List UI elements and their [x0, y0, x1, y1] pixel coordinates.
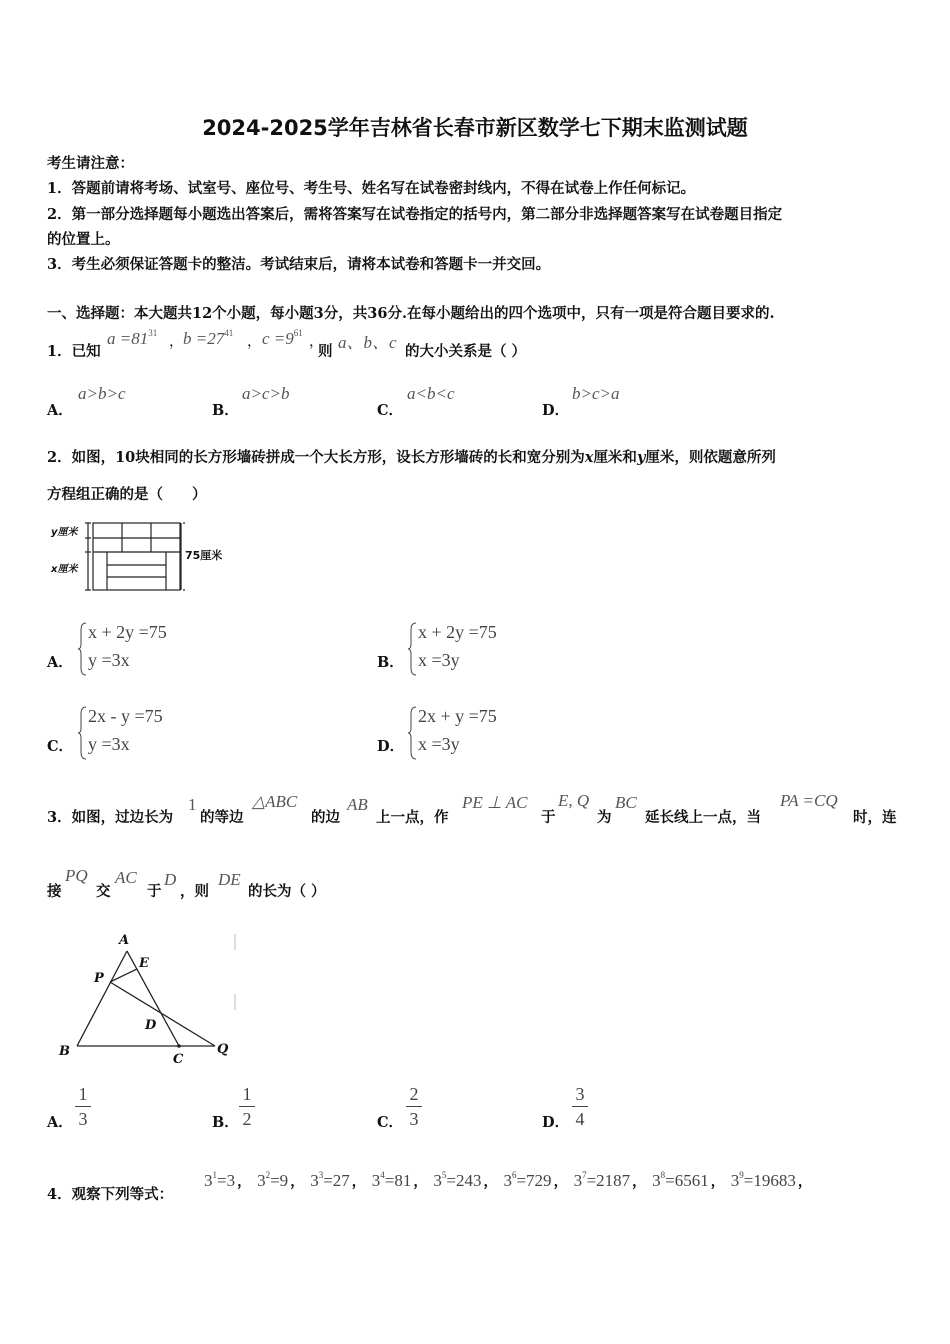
q4-power-item: $3^4=81$ — [371, 1170, 412, 1190]
label-x-cm: x厘米 — [51, 564, 78, 575]
label-c: C — [173, 1052, 184, 1067]
q3-text: 延长线上一点，当 — [645, 809, 761, 826]
q3-option-a[interactable]: 1 3 — [73, 1084, 93, 1129]
q3-text: 3．如图，过边长为 — [47, 809, 174, 826]
q4-separator: ， — [553, 1174, 568, 1190]
q4-separator: ， — [797, 1174, 812, 1190]
q3-text: 上一点，作 — [376, 809, 449, 826]
q1-option-c[interactable]: a<b<c — [407, 384, 455, 403]
q2-d-eq1: 2x + y =75 — [418, 706, 497, 726]
notice-heading: 考生请注意： — [47, 155, 134, 172]
q2-option-d-label[interactable]: D． — [377, 738, 405, 755]
q2-b-eq2: x =3y — [418, 650, 460, 670]
q3-text: 的等边 — [200, 809, 244, 826]
q1-vars: a、b、c — [338, 333, 397, 352]
q3-perp: PE ⊥ AC — [462, 793, 528, 812]
q3-d: D — [164, 870, 177, 889]
q3-text: 的长为（ ） — [248, 883, 326, 900]
label-a: A — [119, 933, 130, 948]
q3-ab: AB — [347, 795, 368, 814]
notice-item: 3．考生必须保证答题卡的整洁。考试结束后，请将本试卷和答题卡一并交回。 — [47, 256, 551, 273]
q3-condition: PA =CQ — [780, 791, 838, 810]
q4-power-item: $3^9=19683$ — [730, 1170, 796, 1190]
q1-prefix: 1．已知 — [47, 343, 101, 360]
q1-then: 则 — [318, 343, 333, 360]
q2-option-d[interactable] — [408, 706, 528, 762]
notice-item: 1．答题前请将考场、试室号、座位号、考生号、姓名写在试卷密封线内，不得在试卷上作任何标记。 — [47, 180, 696, 197]
q1-option-b[interactable]: a>c>b — [242, 384, 290, 403]
notice-item: 的位置上。 — [47, 231, 120, 248]
notice-item: 2．第一部分选择题每小题选出答案后，需将答案写在试卷指定的括号内，第二部分非选择题答案写在试卷题目指定 — [47, 206, 783, 223]
q3-bc: BC — [615, 793, 637, 812]
q4-power-item: $3^3=27$ — [310, 1170, 350, 1190]
q4-separator: ， — [710, 1174, 725, 1190]
q3-option-b-label[interactable]: B． — [212, 1114, 239, 1131]
q3-text: 为 — [597, 809, 612, 826]
label-p: P — [94, 971, 104, 986]
q2-option-c-label[interactable]: C． — [47, 738, 74, 755]
q1-option-d-label[interactable]: D． — [542, 402, 570, 419]
q2-c-eq2: y =3x — [88, 734, 130, 754]
triangle-figure — [55, 928, 240, 1068]
q3-pq: PQ — [65, 866, 88, 885]
q3-option-c[interactable]: 2 3 — [404, 1084, 424, 1129]
q1-comma: ， — [247, 334, 262, 350]
q4-separator: ， — [351, 1174, 366, 1190]
section-heading: 一、选择题：本大题共12个小题，每小题3分，共36分.在每小题给出的四个选项中，只有一项是符合题目要求的. — [47, 305, 775, 322]
q1-a-expr: $a =81^{31}$ — [107, 328, 158, 348]
q3-text: ，则 — [180, 883, 209, 900]
label-75-cm: 75厘米 — [185, 549, 223, 562]
q3-option-d[interactable]: 3 4 — [570, 1084, 590, 1129]
q4-prefix: 4．观察下列等式： — [47, 1186, 174, 1203]
q2-a-eq2: y =3x — [88, 650, 130, 670]
q2-line1: 2．如图，10块相同的长方形墙砖拼成一个大长方形，设长方形墙砖的长和宽分别为x厘米和y厘米，则依题意所列 — [47, 449, 776, 466]
q3-ac: AC — [115, 868, 137, 887]
q3-de: DE — [218, 870, 241, 889]
page-title: 2024-2025学年吉林省长春市新区数学七下期末监测试题 — [202, 116, 748, 140]
q2-a-eq1: x + 2y =75 — [88, 622, 167, 642]
q2-line2: 方程组正确的是（ ） — [47, 486, 207, 503]
q3-option-b[interactable]: 1 2 — [237, 1084, 257, 1129]
q2-c-eq1: 2x - y =75 — [88, 706, 163, 726]
q2-option-a[interactable] — [78, 622, 198, 678]
q1-comma: ， — [309, 334, 324, 350]
q3-text: 时，连 — [853, 809, 897, 826]
q1-suffix: 的大小关系是（ ） — [405, 343, 527, 360]
q3-text: 的边 — [311, 809, 340, 826]
q4-separator: ， — [237, 1174, 252, 1190]
q2-option-b-label[interactable]: B． — [377, 654, 404, 671]
q3-option-d-label[interactable]: D． — [542, 1114, 570, 1131]
q1-option-a-label[interactable]: A． — [47, 402, 73, 419]
q1-c-expr: $c =9^{61}$ — [262, 328, 303, 348]
label-d: D — [145, 1018, 157, 1033]
q4-separator: ， — [413, 1174, 428, 1190]
q1-option-c-label[interactable]: C． — [377, 402, 404, 419]
q3-eq: E, Q — [558, 791, 590, 810]
label-e: E — [139, 956, 149, 971]
q2-option-c[interactable] — [78, 706, 198, 762]
q4-separator: ， — [632, 1174, 647, 1190]
label-y-cm: y厘米 — [51, 527, 78, 538]
label-b: B — [59, 1044, 70, 1059]
q2-d-eq2: x =3y — [418, 734, 460, 754]
q2-b-eq1: x + 2y =75 — [418, 622, 497, 642]
q2-option-a-label[interactable]: A． — [47, 654, 73, 671]
q3-triangle: △ABC — [252, 792, 298, 811]
q4-power-item: $3^1=3$ — [204, 1170, 236, 1190]
q3-side: 1 — [188, 795, 197, 814]
q3-text: 接 — [47, 883, 62, 900]
q2-option-b[interactable] — [408, 622, 528, 678]
q3-option-a-label[interactable]: A． — [47, 1114, 73, 1131]
q4-power-item: $3^7=2187$ — [573, 1170, 631, 1190]
q4-separator: ， — [290, 1174, 305, 1190]
q3-text: 交 — [96, 883, 111, 900]
brick-wall-figure — [47, 514, 237, 594]
q4-power-item: $3^6=729$ — [503, 1170, 552, 1190]
q1-b-expr: $b =27^{41}$ — [183, 328, 234, 348]
q4-power-item: $3^5=243$ — [433, 1170, 482, 1190]
q3-option-c-label[interactable]: C． — [377, 1114, 404, 1131]
label-q: Q — [217, 1042, 229, 1057]
q1-comma: ， — [169, 334, 184, 350]
q1-option-d[interactable]: b>c>a — [572, 384, 620, 403]
q4-power-item: $3^8=6561$ — [652, 1170, 709, 1190]
q4-separator: ， — [483, 1174, 498, 1190]
q1-option-b-label[interactable]: B． — [212, 402, 239, 419]
q4-power-item: $3^2=9$ — [257, 1170, 289, 1190]
q1-option-a[interactable]: a>b>c — [78, 384, 126, 403]
q3-text: 于 — [541, 809, 556, 826]
q3-text: 于 — [147, 883, 162, 900]
q4-powers — [204, 1170, 818, 1191]
